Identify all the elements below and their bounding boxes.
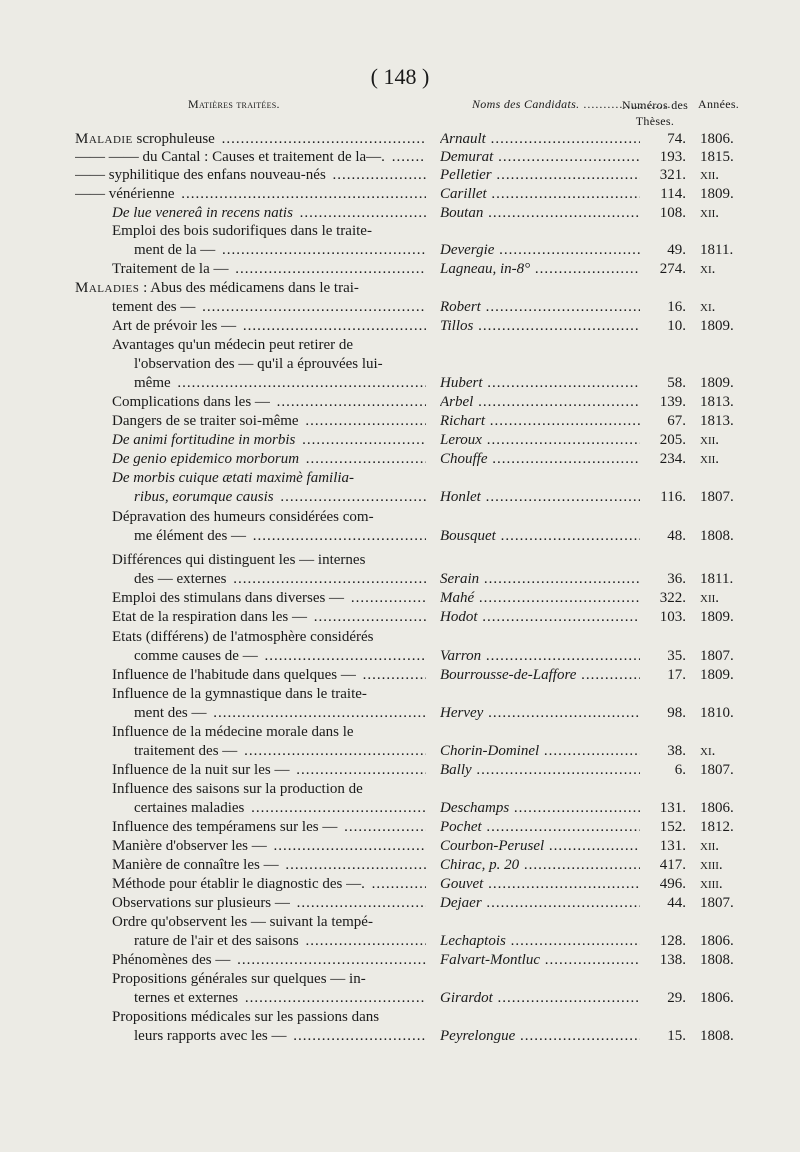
thesis-number: 139.: [659, 394, 686, 410]
subject-text: Maladies : Abus des médicamens dans le trai-: [75, 280, 359, 296]
candidate-name: Devergie .....: [440, 241, 640, 260]
thesis-year: xi.: [700, 299, 716, 315]
table-row: [0, 780, 800, 799]
thesis-year: 1813.: [700, 413, 734, 429]
table-row: [0, 317, 800, 336]
thesis-number: 131.: [659, 800, 686, 816]
table-row: [0, 570, 800, 589]
subject-text: Influence de la médecine morale dans le: [112, 724, 354, 740]
subject-text: Ordre qu'observent les — suivant la tempé-: [112, 914, 373, 930]
thesis-year: 1809.: [700, 667, 734, 683]
subject-text: Maladie scrophuleuse .....: [75, 130, 426, 149]
table-row: [0, 837, 800, 856]
thesis-number: 16.: [667, 299, 686, 315]
table-row: [0, 666, 800, 685]
subject-text: certaines maladies .....: [134, 799, 426, 818]
thesis-number: 44.: [667, 895, 686, 911]
subject-text: De morbis cuique ætati maximè familia-: [112, 470, 355, 486]
thesis-number: 234.: [659, 451, 686, 467]
candidate-name: Hubert .....: [440, 374, 640, 393]
table-row: [0, 818, 800, 837]
table-row: [0, 608, 800, 627]
thesis-year: 1815.: [700, 149, 734, 165]
subject-text: Traitement de la — .....: [112, 260, 426, 279]
subject-text: —— vénérienne .....: [75, 185, 426, 204]
candidate-name: Tillos .....: [440, 317, 640, 336]
subject-heading: Maladies: [75, 280, 140, 296]
subject-text: Influence de la nuit sur les — .....: [112, 761, 426, 780]
subject-text: me élément des — .....: [134, 527, 426, 546]
candidate-name: Robert .....: [440, 298, 640, 317]
candidate-name: Chorin-Dominel .....: [440, 742, 640, 761]
subject-text: tement des — .....: [112, 298, 426, 317]
subject-text: ment des — .....: [134, 704, 426, 723]
table-row: [0, 241, 800, 260]
thesis-year: 1807.: [700, 762, 734, 778]
table-row: [0, 148, 800, 167]
thesis-year: 1806.: [700, 131, 734, 147]
thesis-number: 49.: [667, 242, 686, 258]
candidate-name: Bousquet .....: [440, 527, 640, 546]
subject-text: ternes et externes .....: [134, 989, 426, 1008]
candidate-name: Lechaptois .....: [440, 932, 640, 951]
candidate-name: Boutan .....: [440, 204, 640, 223]
thesis-year: 1809.: [700, 318, 734, 334]
header-years: Années.: [698, 97, 740, 111]
thesis-year: 1811.: [700, 242, 734, 258]
thesis-year: xii.: [700, 167, 720, 183]
candidate-name: Hervey .....: [440, 704, 640, 723]
table-row: [0, 856, 800, 875]
table-row: [0, 374, 800, 393]
candidate-name: Dejaer .....: [440, 894, 640, 913]
thesis-year: 1807.: [700, 489, 734, 505]
thesis-number: 138.: [659, 952, 686, 968]
subject-text: De animi fortitudine in morbis .....: [112, 431, 426, 450]
subject-text: Influence de l'habitude dans quelques — .....: [112, 666, 426, 685]
subject-text: Emploi des stimulans dans diverses — .....: [112, 589, 426, 608]
thesis-number: 322.: [659, 590, 686, 606]
table-row: [0, 508, 800, 527]
table-row: [0, 412, 800, 431]
table-row: [0, 450, 800, 469]
table-row: [0, 185, 800, 204]
subject-text: Manière de connaître les — .....: [112, 856, 426, 875]
thesis-year: 1812.: [700, 819, 734, 835]
subject-text: —— syphilitique des enfans nouveau-nés .....: [75, 166, 426, 185]
thesis-number: 131.: [659, 838, 686, 854]
table-row: [0, 723, 800, 742]
thesis-number: 10.: [667, 318, 686, 334]
candidate-name: Richart .....: [440, 412, 640, 431]
thesis-year: 1809.: [700, 375, 734, 391]
header-subjects: Matières traitées.: [188, 97, 280, 111]
thesis-year: xiii.: [700, 876, 723, 892]
page-number: ( 148 ): [370, 64, 430, 89]
thesis-year: xii.: [700, 590, 720, 606]
table-row: [0, 431, 800, 450]
thesis-number: 274.: [659, 261, 686, 277]
candidate-name: Deschamps .....: [440, 799, 640, 818]
candidate-name: Arbel .....: [440, 393, 640, 412]
table-row: [0, 279, 800, 298]
subject-text: Méthode pour établir le diagnostic des —. .....: [112, 875, 426, 894]
thesis-year: 1806.: [700, 933, 734, 949]
table-row: [0, 1027, 800, 1046]
subject-text: De genio epidemico morborum .....: [112, 450, 426, 469]
thesis-number: 36.: [667, 571, 686, 587]
header-numbers: Numéros des Thèses.: [621, 98, 689, 128]
candidate-name: Serain .....: [440, 570, 640, 589]
table-row: [0, 551, 800, 570]
thesis-number: 98.: [667, 705, 686, 721]
table-row: [0, 647, 800, 666]
thesis-year: xii.: [700, 838, 720, 854]
subject-text: Emploi des bois sudorifiques dans le traite-: [112, 223, 372, 239]
table-row: [0, 130, 800, 149]
subject-text: des — externes .....: [134, 570, 426, 589]
table-row: [0, 704, 800, 723]
candidate-name: Lagneau, in-8° .....: [440, 260, 640, 279]
thesis-number: 152.: [659, 819, 686, 835]
thesis-year: 1806.: [700, 800, 734, 816]
thesis-number: 108.: [659, 205, 686, 221]
table-row: [0, 469, 800, 488]
candidate-name: Chouffe .....: [440, 450, 640, 469]
thesis-number: 15.: [667, 1028, 686, 1044]
table-row: [0, 913, 800, 932]
table-row: [0, 894, 800, 913]
thesis-number: 6.: [674, 762, 686, 778]
subject-text: Observations sur plusieurs — .....: [112, 894, 426, 913]
table-row: [0, 393, 800, 412]
subject-text: Propositions médicales sur les passions dans: [112, 1009, 380, 1025]
candidate-name: Courbon-Perusel .....: [440, 837, 640, 856]
subject-text: Etat de la respiration dans les — .....: [112, 608, 426, 627]
thesis-number: 29.: [667, 990, 686, 1006]
candidate-name: Girardot .....: [440, 989, 640, 1008]
thesis-number: 17.: [667, 667, 686, 683]
thesis-year: xiii.: [700, 857, 723, 873]
table-row: [0, 1008, 800, 1027]
candidate-name: Chirac, p. 20 .....: [440, 856, 640, 875]
table-row: [0, 932, 800, 951]
candidate-name: Falvart-Montluc .....: [440, 951, 640, 970]
subject-text: Art de prévoir les — .....: [112, 317, 426, 336]
subject-text: ribus, eorumque causis .....: [134, 488, 426, 507]
candidate-name: Peyrelongue .....: [440, 1027, 640, 1046]
thesis-year: 1809.: [700, 186, 734, 202]
thesis-number: 128.: [659, 933, 686, 949]
table-row: [0, 488, 800, 507]
table-row: [0, 298, 800, 317]
thesis-year: xi.: [700, 743, 716, 759]
table-row: [0, 260, 800, 279]
subject-text: même .....: [134, 374, 426, 393]
subject-text: ment de la — .....: [134, 241, 426, 260]
thesis-number: 74.: [667, 131, 686, 147]
candidate-name: Arnault .....: [440, 130, 640, 149]
table-row: [0, 970, 800, 989]
candidate-name: Bally .....: [440, 761, 640, 780]
subject-text: Différences qui distinguent les — internes: [112, 552, 366, 568]
candidate-name: Demurat .....: [440, 148, 640, 167]
thesis-year: 1806.: [700, 990, 734, 1006]
thesis-year: xii.: [700, 205, 720, 221]
thesis-number: 114.: [660, 186, 686, 202]
candidate-name: Varron .....: [440, 647, 640, 666]
subject-text: comme causes de — .....: [134, 647, 426, 666]
subject-text: rature de l'air et des saisons .....: [134, 932, 426, 951]
thesis-year: 1807.: [700, 648, 734, 664]
thesis-year: 1808.: [700, 1028, 734, 1044]
table-row: [0, 527, 800, 546]
subject-text: Etats (différens) de l'atmosphère considérés: [112, 629, 374, 645]
subject-text: Propositions générales sur quelques — in-: [112, 971, 366, 987]
candidate-name: Hodot .....: [440, 608, 640, 627]
thesis-year: 1813.: [700, 394, 734, 410]
table-row: [0, 875, 800, 894]
thesis-number: 321.: [659, 167, 686, 183]
subject-text: leurs rapports avec les — .....: [134, 1027, 426, 1046]
subject-text: Avantages qu'un médecin peut retirer de: [112, 337, 354, 353]
table-row: [0, 222, 800, 241]
candidate-name: Pochet .....: [440, 818, 640, 837]
candidate-name: Gouvet .....: [440, 875, 640, 894]
thesis-number: 48.: [667, 528, 686, 544]
candidate-name: Pelletier .....: [440, 166, 640, 185]
thesis-number: 58.: [667, 375, 686, 391]
subject-text: —— —— du Cantal : Causes et traitement de la—. .....: [75, 148, 426, 167]
thesis-number: 193.: [659, 149, 686, 165]
table-row: [0, 166, 800, 185]
table-row: [0, 799, 800, 818]
candidate-name: Mahé .....: [440, 589, 640, 608]
thesis-year: 1808.: [700, 528, 734, 544]
table-row: [0, 589, 800, 608]
thesis-year: xii.: [700, 451, 720, 467]
candidate-name: Bourrousse-de-Laffore .....: [440, 666, 640, 685]
table-row: [0, 951, 800, 970]
candidate-name: Carillet .....: [440, 185, 640, 204]
thesis-year: 1810.: [700, 705, 734, 721]
thesis-year: 1807.: [700, 895, 734, 911]
thesis-number: 103.: [659, 609, 686, 625]
table-row: [0, 685, 800, 704]
header-candidates: Noms des Candidats. .....: [472, 97, 672, 112]
subject-text: Influence des tempéramens sur les — .....: [112, 818, 426, 837]
thesis-year: 1809.: [700, 609, 734, 625]
thesis-year: 1808.: [700, 952, 734, 968]
subject-text: Influence des saisons sur la production de: [112, 781, 363, 797]
subject-text: traitement des — .....: [134, 742, 426, 761]
thesis-year: xii.: [700, 432, 720, 448]
subject-text: Dépravation des humeurs considérées com-: [112, 509, 374, 525]
thesis-number: 205.: [659, 432, 686, 448]
table-row: [0, 355, 800, 374]
candidate-name: Leroux .....: [440, 431, 640, 450]
candidate-name: Honlet .....: [440, 488, 640, 507]
thesis-year: 1811.: [700, 571, 734, 587]
table-row: [0, 336, 800, 355]
subject-text: Dangers de se traiter soi-même .....: [112, 412, 426, 431]
subject-text: l'observation des — qu'il a éprouvées lui-: [134, 356, 383, 372]
table-row: [0, 204, 800, 223]
thesis-number: 116.: [660, 489, 686, 505]
thesis-year: xi.: [700, 261, 716, 277]
subject-text: Manière d'observer les — .....: [112, 837, 426, 856]
subject-text: Phénomènes des — .....: [112, 951, 426, 970]
table-row: [0, 628, 800, 647]
subject-text: Complications dans les — .....: [112, 393, 426, 412]
table-row: [0, 989, 800, 1008]
table-row: [0, 742, 800, 761]
thesis-number: 67.: [667, 413, 686, 429]
subject-text: De lue venereâ in recens natis .....: [112, 204, 426, 223]
thesis-number: 417.: [659, 857, 686, 873]
subject-heading: Maladie: [75, 131, 133, 147]
thesis-number: 496.: [659, 876, 686, 892]
thesis-number: 35.: [667, 648, 686, 664]
table-row: [0, 761, 800, 780]
subject-text: Influence de la gymnastique dans le traite-: [112, 686, 367, 702]
thesis-number: 38.: [667, 743, 686, 759]
